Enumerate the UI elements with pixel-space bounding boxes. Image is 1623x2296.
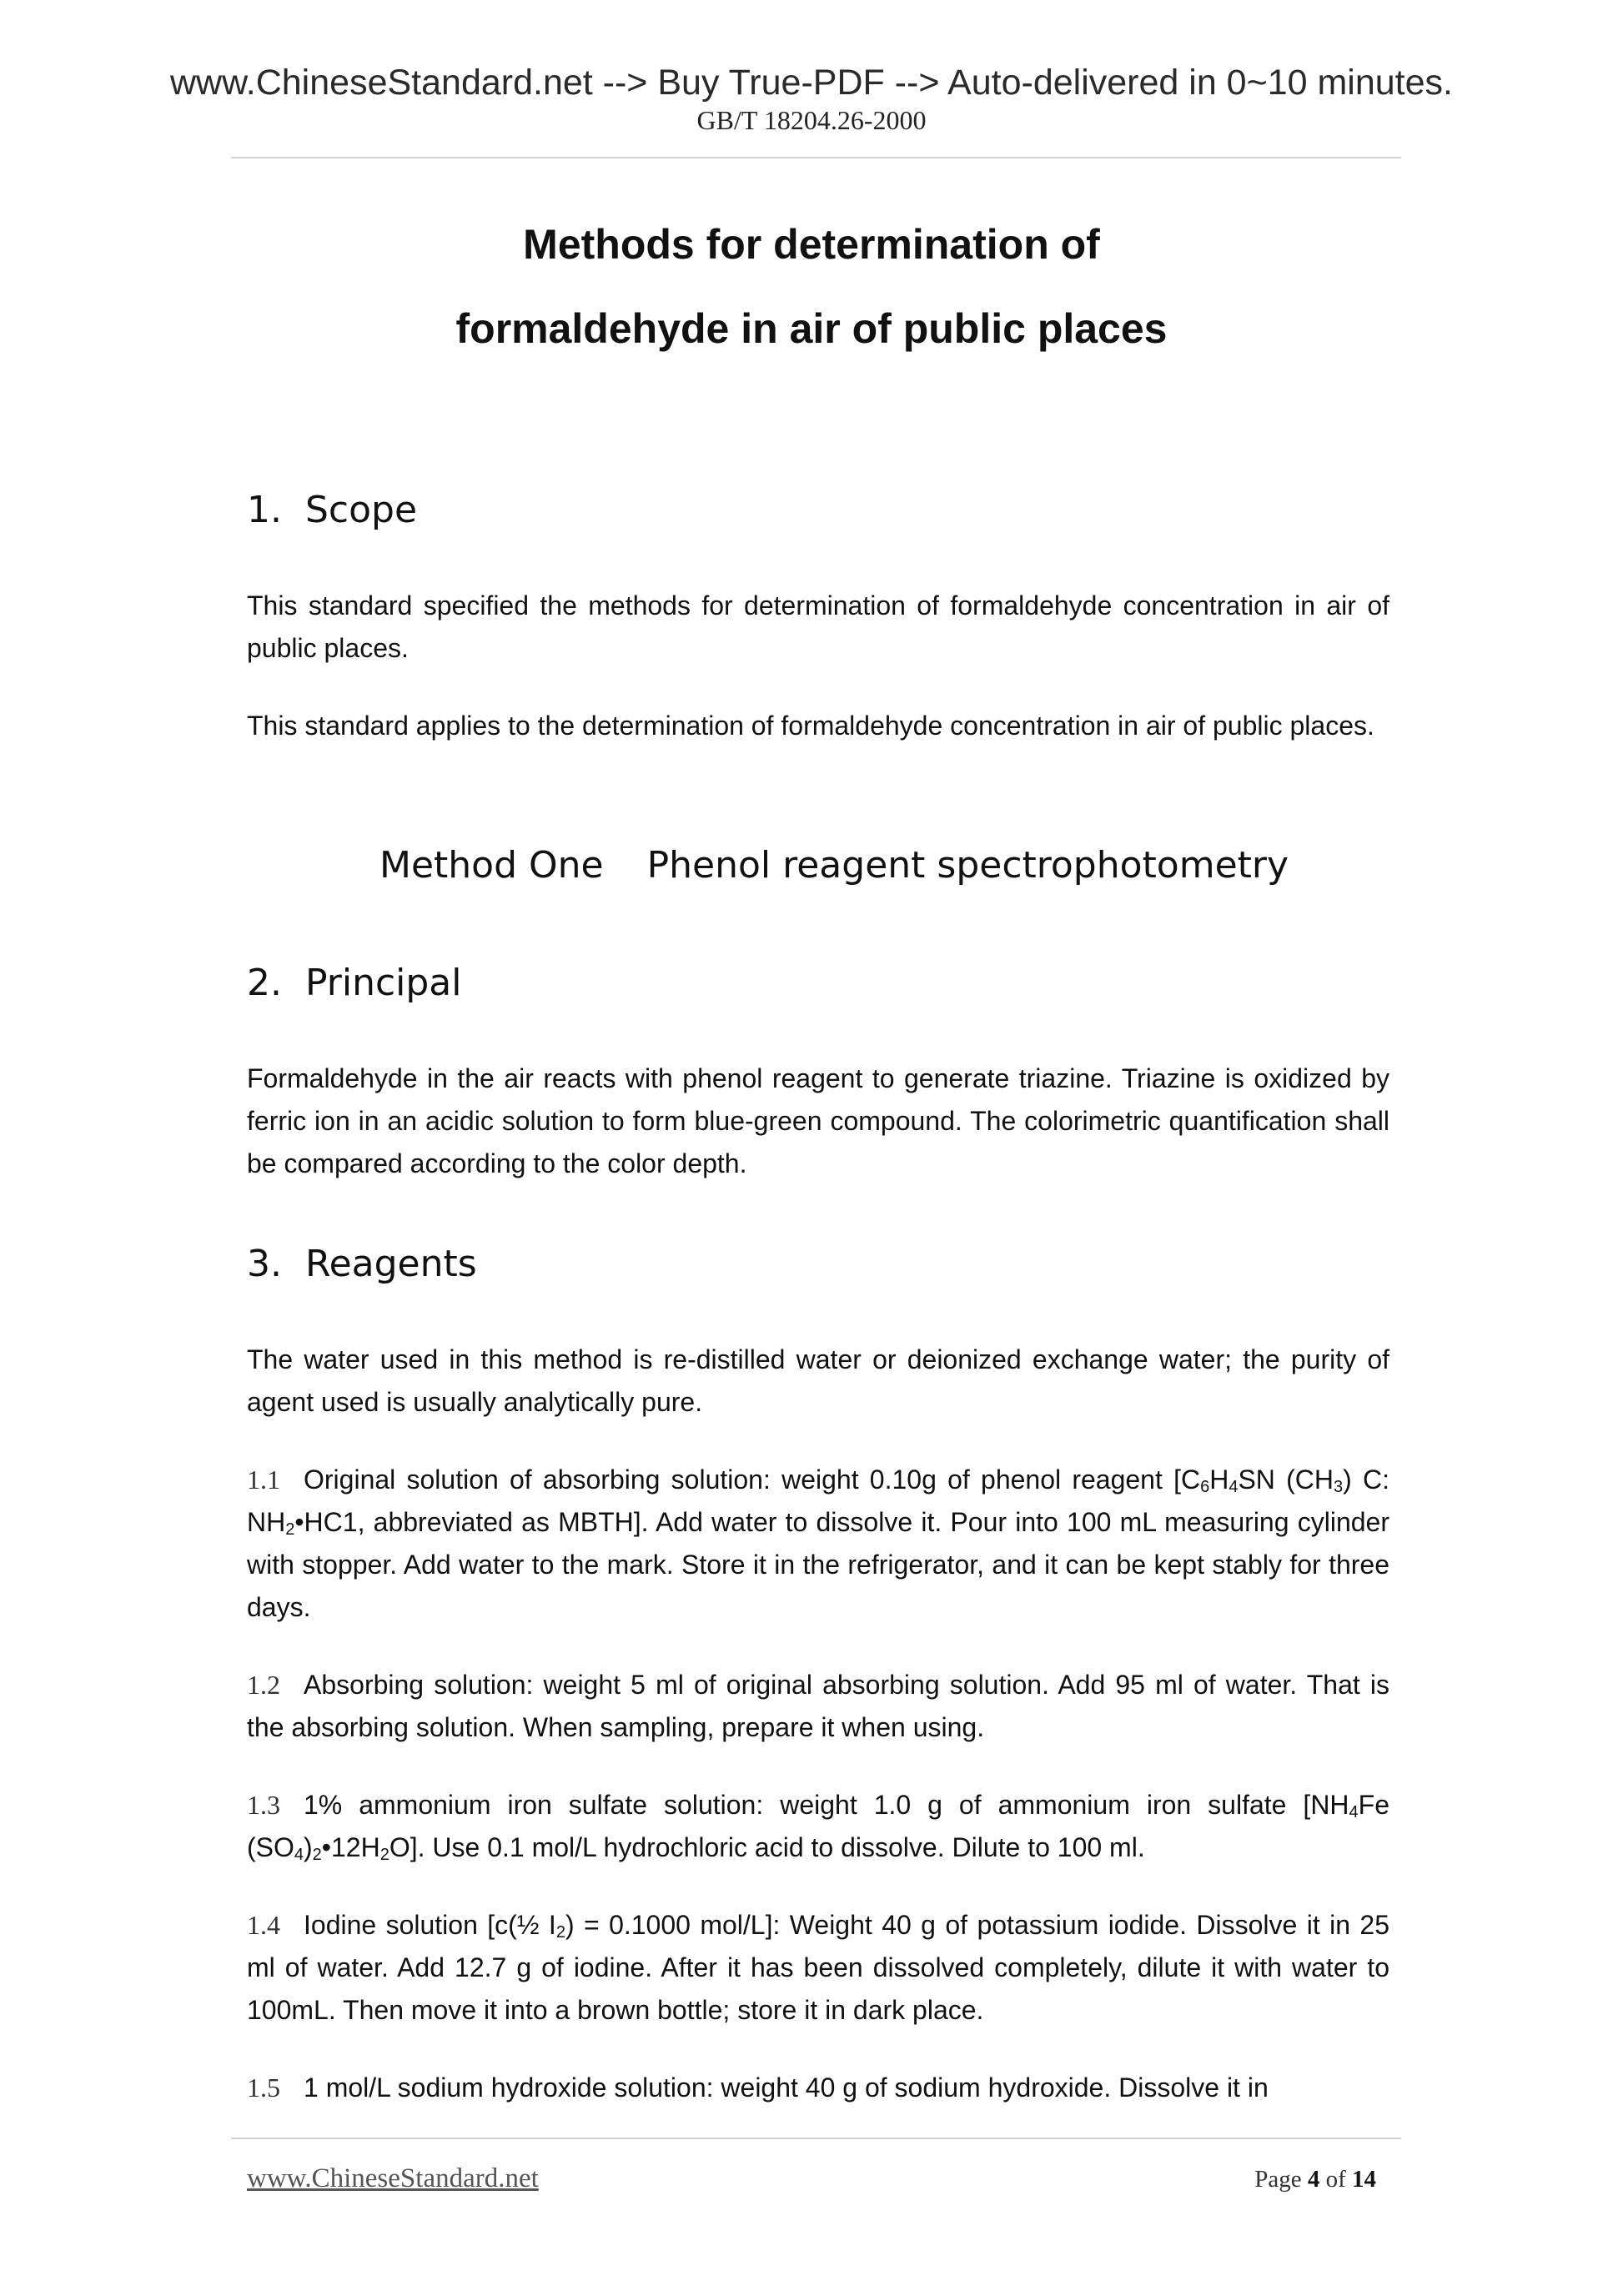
section-title: Scope [305,489,418,531]
section-heading-scope [247,489,418,531]
section-number: 1. [247,489,282,531]
page-indicator: Page 4 of 14 [1254,2166,1376,2193]
scope-paragraph-1: This standard specified the methods for determination of formaldehyde concentration in air of public places. [247,590,1389,663]
principal-paragraph: Formaldehyde in the air reacts with phenol reagent to generate triazine. Triazine is oxidized by ferric ion in an acidic solution to form blue-green compound. The colorimetric quantification shall be compared according to the color depth. [247,1063,1389,1178]
clause-number: 1.2 [247,1670,280,1700]
section-heading-principal [247,962,462,1004]
clause-number: 1.4 [247,1910,280,1940]
reagent-item-1-1: 1.1 Original solution of absorbing solution: weight 0.10g of phenol reagent [$C_6H_4SN$ $(CH_3)$ C: $NH_2•HC1$, abbreviated as MBTH]. Add water to dissolve it. Pour into 100 mL measuring cylinder with stopper. Add water to the mark. Store it in the refrigerator, and it can be kept stably for three days. [247,1459,1389,1629]
section-number: 2. [247,962,282,1004]
clause-number: 1.3 [247,1790,280,1820]
section-number: 3. [247,1243,282,1285]
reagent-item-1-2: 1.2 Absorbing solution: weight 5 ml of original absorbing solution. Add 95 ml of water. That is the absorbing solution. When sampling, prepare it when using. [247,1664,1389,1749]
reagent-item-1-5: 1.5 1 mol/L sodium hydroxide solution: weight 40 g of sodium hydroxide. Dissolve it in [247,2067,1389,2109]
section-heading-reagents [247,1243,477,1285]
footer-website-link[interactable]: www.ChineseStandard.net [247,2163,539,2193]
reagent-item-1-4: 1.4 Iodine solution [c(½ $I_2) = 0.1000$ mol/L]: Weight 40 g of potassium iodide. Dissolve it in 25 ml of water. Add 12.7 g of iodine. After it has been dissolved completely, dilute it with water to 100mL. Then move it into a brown bottle; store it in dark place. [247,1904,1389,2032]
section-title: Reagents [305,1243,477,1285]
standard-number: GB/T 18204.26-2000 [696,105,927,135]
scope-paragraph-2: This standard applies to the determination of formaldehyde concentration in air of public places. [247,711,1374,741]
method-heading [379,844,1289,887]
footer-divider [231,2138,1401,2139]
clause-number: 1.5 [247,2072,280,2103]
document-title-line1: Methods for determination of [523,221,1100,268]
document-title-line2: formaldehyde in air of public places [455,305,1168,352]
clause-number: 1.1 [247,1465,280,1495]
reagents-intro: The water used in this method is re-distilled water or deionized exchange water; the purity of agent used is usually analytically pure. [247,1344,1389,1417]
method-label: Method One [379,844,604,887]
method-name: Phenol reagent spectrophotometry [646,844,1289,887]
header-divider [231,157,1401,158]
section-title: Principal [305,962,462,1004]
top-banner[interactable]: www.ChineseStandard.net --> Buy True-PDF --> Auto-delivered in 0~10 minutes. [169,63,1453,103]
reagent-item-1-3: 1.3 1% ammonium iron sulfate solution: weight 1.0 g of ammonium iron sulfate [$NH_4Fe$ $(SO_4)_2•12H_2O$]. Use 0.1 mol/L hydrochloric acid to dissolve. Dilute to 100 ml. [247,1784,1389,1869]
